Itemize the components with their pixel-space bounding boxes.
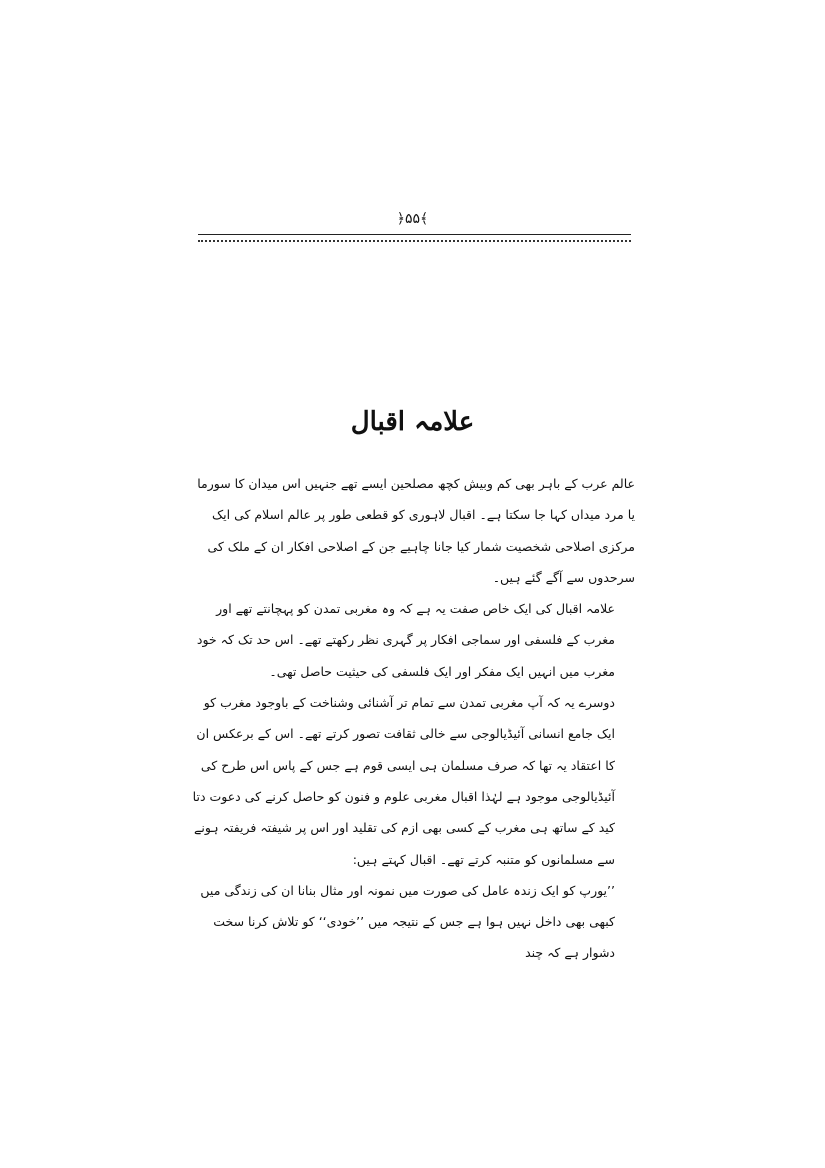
paragraph: علامہ اقبال کی ایک خاص صفت یہ ہے کہ وہ مغربی تمدن کو پہچانتے تھے اور مغرب کے فلسفی اور سماجی افکار پر گہری نظر رکھتے تھے۔ اس حد تک کہ خود مغرب میں انہیں ایک مفکر اور ایک فلسفی کی حیثیت حاصل تھی۔ (196, 601, 615, 679)
page-number: ﴿۵۵﴾ (396, 211, 429, 227)
body-text (190, 468, 635, 969)
chapter-title: علامہ اقبال (350, 407, 475, 437)
quotation: ’’یورپ کو ایک زندہ عامل کی صورت میں نمونہ اور مثال بنانا ان کی زندگی میں کبھی بھی داخل نہیں ہوا ہے جس کے نتیجہ میں ’’خودی‘‘ کو تلاش کرنا سخت دشوار ہے کہ چند (200, 882, 615, 961)
paragraph: عالم عرب کے باہر بھی کم وبیش کچھ مصلحین ایسے تھے جنہیں اس میدان کا سورما یا مرد میداں کہا جا سکتا ہے۔ اقبال لاہوری کو قطعی طور پر عالم اسلام کی ایک مرکزی اصلاحی شخصیت شمار کیا جانا چاہیے جن کے اصلاحی افکار ان کے ملک کی سرحدوں سے آگے گئے ہیں۔ (197, 476, 635, 585)
header-divider (198, 234, 631, 242)
paragraph: دوسرے یہ کہ آپ مغربی تمدن سے تمام تر آشنائی وشناخت کے باوجود مغرب کو ایک جامع انسانی آئیڈیالوجی سے خالی ثقافت تصور کرتے تھے۔ اس کے برعکس ان کا اعتقاد یہ تھا کہ صرف مسلمان ہی ایسی قوم ہے جس کے پاس اس طرح کی آئیڈیالوجی موجود ہے لہٰذا اقبال مغربی علوم و فنون کو حاصل کرنے کی دعوت دتا کید کے ساتھ ہی مغرب کے کسی بھی ازم کی تقلید اور اس پر شیفتہ فریفتہ ہونے سے مسلمانوں کو متنبہ کرتے تھے۔ اقبال کہتے ہیں: (192, 695, 615, 867)
